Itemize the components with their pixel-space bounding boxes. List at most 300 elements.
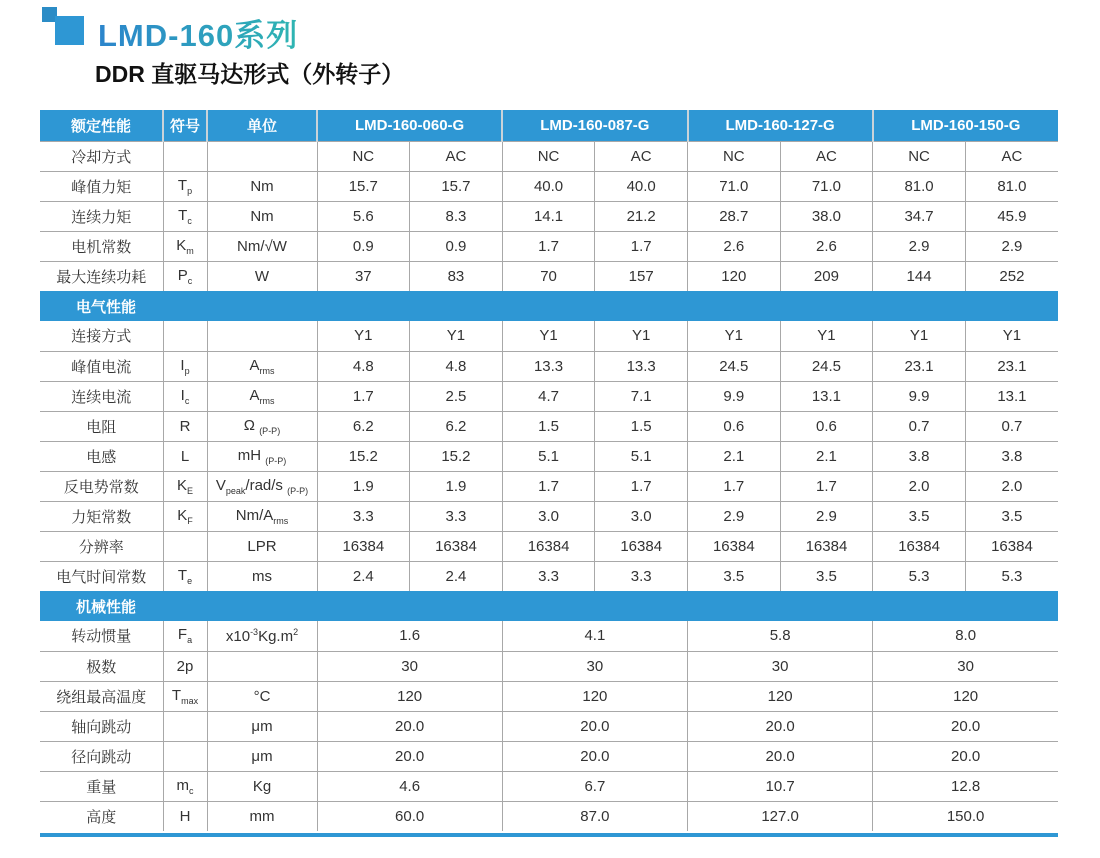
row-label: 极数 xyxy=(40,651,163,681)
row-label: 转动惯量 xyxy=(71,628,132,646)
text-segment: H xyxy=(179,807,191,825)
text-segment: c xyxy=(184,395,190,406)
brand-logo-icon xyxy=(42,7,84,47)
value-cell: 3.3 xyxy=(595,561,688,591)
value-cell: 70 xyxy=(502,261,595,291)
value-cell: NC xyxy=(873,141,966,171)
value-cell: 16384 xyxy=(595,531,688,561)
value-cell: 13.1 xyxy=(780,381,873,411)
table-row xyxy=(40,621,1058,651)
row-label: 电气时间常数 xyxy=(40,561,163,591)
value-cell: 3.3 xyxy=(317,501,410,531)
text-segment: rms xyxy=(273,515,289,526)
value-cell: 13.1 xyxy=(965,381,1058,411)
value-cell: 1.7 xyxy=(595,471,688,501)
value-cell: 20.0 xyxy=(873,741,1058,771)
text-segment: T xyxy=(171,686,182,704)
value-cell: 20.0 xyxy=(688,741,873,771)
value-cell: 1.5 xyxy=(595,411,688,441)
value-cell: 209 xyxy=(780,261,873,291)
value-cell: 157 xyxy=(595,261,688,291)
table-row xyxy=(40,651,1058,681)
header-property: 额定性能 xyxy=(40,110,163,141)
text-segment: (P-P) xyxy=(287,485,309,496)
text-segment: I xyxy=(180,386,185,404)
value-cell: 20.0 xyxy=(502,741,687,771)
value-cell: 3.0 xyxy=(595,501,688,531)
text-segment: (P-P) xyxy=(259,425,281,436)
value-cell: Y1 xyxy=(873,321,966,351)
value-cell: 1.9 xyxy=(410,471,503,501)
value-cell: 6.2 xyxy=(317,411,410,441)
value-cell: 6.2 xyxy=(410,411,503,441)
value-cell: 81.0 xyxy=(965,171,1058,201)
value-cell: Y1 xyxy=(502,321,595,351)
value-cell: 2.6 xyxy=(688,231,781,261)
value-cell: 20.0 xyxy=(873,711,1058,741)
value-cell: AC xyxy=(410,141,503,171)
text-segment: Kg.m xyxy=(258,627,294,645)
value-cell: 37 xyxy=(317,261,410,291)
value-cell: AC xyxy=(595,141,688,171)
text-segment: A xyxy=(249,356,260,374)
row-symbol xyxy=(163,321,207,351)
value-cell: 15.7 xyxy=(317,171,410,201)
value-cell: 120 xyxy=(317,681,502,711)
text-segment: mH xyxy=(237,446,266,464)
table-row xyxy=(40,351,1058,381)
section-title: 机械性能 xyxy=(40,591,1058,621)
header-row xyxy=(40,110,1058,141)
value-cell: 16384 xyxy=(410,531,503,561)
row-unit xyxy=(207,141,317,171)
text-segment: /rad/s xyxy=(245,476,288,494)
page-header xyxy=(0,0,1100,110)
value-cell: 2.9 xyxy=(965,231,1058,261)
value-cell: 150.0 xyxy=(873,801,1058,831)
value-cell: Y1 xyxy=(317,321,410,351)
header-symbol: 符号 xyxy=(163,110,207,141)
table-row xyxy=(40,741,1058,771)
page-title: LMD-160系列 xyxy=(98,10,298,55)
row-label: 冷却方式 xyxy=(40,141,163,171)
text-segment: 2 xyxy=(293,626,299,637)
value-cell: 0.9 xyxy=(410,231,503,261)
value-cell: 1.7 xyxy=(595,231,688,261)
text-segment: 2p xyxy=(176,657,194,675)
value-cell: NC xyxy=(502,141,595,171)
value-cell: 5.6 xyxy=(317,201,410,231)
logo-large-square xyxy=(55,16,84,45)
row-label: 力矩常数 xyxy=(40,501,163,531)
row-symbol xyxy=(163,801,207,831)
value-cell: 16384 xyxy=(965,531,1058,561)
value-cell: 8.0 xyxy=(873,621,1058,651)
row-symbol xyxy=(163,201,207,231)
table-row xyxy=(40,711,1058,741)
value-cell: 4.8 xyxy=(410,351,503,381)
header-model: LMD-160-060-G xyxy=(317,110,502,141)
spec-table xyxy=(40,110,1058,831)
row-label: 峰值电流 xyxy=(40,351,163,381)
value-cell: 83 xyxy=(410,261,503,291)
value-cell: 2.5 xyxy=(410,381,503,411)
value-cell: 4.6 xyxy=(317,771,502,801)
value-cell: 30 xyxy=(873,651,1058,681)
value-cell: 6.7 xyxy=(502,771,687,801)
value-cell: AC xyxy=(780,141,873,171)
text-segment: (P-P) xyxy=(265,455,287,466)
value-cell: Y1 xyxy=(965,321,1058,351)
value-cell: 120 xyxy=(688,681,873,711)
section-row xyxy=(40,591,1058,621)
value-cell: 3.8 xyxy=(873,441,966,471)
row-unit xyxy=(207,381,317,411)
value-cell: 2.9 xyxy=(780,501,873,531)
row-symbol xyxy=(163,561,207,591)
value-cell: 120 xyxy=(873,681,1058,711)
value-cell: 16384 xyxy=(873,531,966,561)
table-row xyxy=(40,231,1058,261)
row-unit xyxy=(207,321,317,351)
table-row xyxy=(40,681,1058,711)
text-segment: Nm/A xyxy=(235,506,274,524)
value-cell: 23.1 xyxy=(965,351,1058,381)
row-label: 连续力矩 xyxy=(40,201,163,231)
row-unit xyxy=(207,171,317,201)
row-symbol xyxy=(163,621,207,651)
text-segment: T xyxy=(177,176,188,194)
value-cell: 20.0 xyxy=(317,741,502,771)
table-row xyxy=(40,771,1058,801)
value-cell: 15.2 xyxy=(410,441,503,471)
value-cell: 87.0 xyxy=(502,801,687,831)
row-symbol xyxy=(163,771,207,801)
row-label: 径向跳动 xyxy=(40,741,163,771)
spec-table-header xyxy=(40,110,1058,141)
value-cell: 5.3 xyxy=(965,561,1058,591)
value-cell: 1.7 xyxy=(502,231,595,261)
value-cell: 1.9 xyxy=(317,471,410,501)
text-segment: c xyxy=(189,785,194,796)
value-cell: Y1 xyxy=(688,321,781,351)
text-segment: W xyxy=(254,267,270,285)
table-row xyxy=(40,141,1058,171)
value-cell: 127.0 xyxy=(688,801,873,831)
value-cell: 5.1 xyxy=(502,441,595,471)
text-segment: p xyxy=(187,185,193,196)
value-cell: 144 xyxy=(873,261,966,291)
text-segment: μm xyxy=(251,717,273,735)
row-label: 峰值力矩 xyxy=(40,171,163,201)
value-cell: 2.0 xyxy=(965,471,1058,501)
row-unit xyxy=(207,561,317,591)
value-cell: 13.3 xyxy=(595,351,688,381)
value-cell: 0.6 xyxy=(780,411,873,441)
value-cell: 1.6 xyxy=(317,621,502,651)
text-segment: max xyxy=(181,695,199,706)
value-cell: Y1 xyxy=(410,321,503,351)
row-label: 电阻 xyxy=(40,411,163,441)
value-cell: 2.6 xyxy=(780,231,873,261)
text-segment: μm xyxy=(251,747,273,765)
value-cell: 3.5 xyxy=(780,561,873,591)
row-label: 连接方式 xyxy=(71,328,132,346)
spec-table-body xyxy=(40,141,1058,831)
row-symbol xyxy=(163,441,207,471)
value-cell: 45.9 xyxy=(965,201,1058,231)
table-row xyxy=(40,501,1058,531)
row-symbol xyxy=(163,471,207,501)
row-label: 连续电流 xyxy=(40,381,163,411)
value-cell: 3.5 xyxy=(873,501,966,531)
value-cell: 21.2 xyxy=(595,201,688,231)
value-cell: 2.1 xyxy=(688,441,781,471)
row-unit xyxy=(207,351,317,381)
value-cell: 71.0 xyxy=(780,171,873,201)
row-unit xyxy=(207,411,317,441)
text-segment: K xyxy=(176,476,187,494)
text-segment: e xyxy=(187,575,193,586)
text-segment: mm xyxy=(249,807,275,825)
row-label: 重量 xyxy=(40,771,163,801)
value-cell: 3.3 xyxy=(410,501,503,531)
value-cell: 8.3 xyxy=(410,201,503,231)
text-segment: Nm/√W xyxy=(237,237,287,255)
bottom-accent-bar xyxy=(40,833,1058,837)
value-cell: NC xyxy=(688,141,781,171)
row-label: 高度 xyxy=(40,801,163,831)
text-segment: Ω xyxy=(243,416,260,434)
table-row xyxy=(40,171,1058,201)
value-cell: 38.0 xyxy=(780,201,873,231)
text-segment: R xyxy=(179,417,191,435)
value-cell: 16384 xyxy=(780,531,873,561)
value-cell: 15.7 xyxy=(410,171,503,201)
value-cell: 30 xyxy=(502,651,687,681)
row-symbol xyxy=(163,711,207,741)
value-cell: 1.7 xyxy=(317,381,410,411)
value-cell: 20.0 xyxy=(317,711,502,741)
value-cell: 2.9 xyxy=(688,501,781,531)
value-cell: 3.5 xyxy=(688,561,781,591)
table-row xyxy=(40,321,1058,351)
row-label: 绕组最高温度 xyxy=(40,681,163,711)
text-segment: Nm xyxy=(250,177,274,195)
value-cell: 20.0 xyxy=(502,711,687,741)
value-cell: 30 xyxy=(688,651,873,681)
row-label: 分辨率 xyxy=(40,531,163,561)
value-cell: 71.0 xyxy=(688,171,781,201)
text-segment: K xyxy=(176,236,187,254)
text-segment: F xyxy=(187,515,193,526)
value-cell: 16384 xyxy=(317,531,410,561)
row-unit xyxy=(207,651,317,681)
value-cell: 7.1 xyxy=(595,381,688,411)
text-segment: -3 xyxy=(250,626,259,637)
value-cell: 16384 xyxy=(688,531,781,561)
value-cell: 40.0 xyxy=(502,171,595,201)
value-cell: NC xyxy=(317,141,410,171)
value-cell: 24.5 xyxy=(688,351,781,381)
section-row xyxy=(40,291,1058,321)
value-cell: 2.9 xyxy=(873,231,966,261)
row-label: 反电势常数 xyxy=(40,471,163,501)
table-row xyxy=(40,531,1058,561)
value-cell: 4.8 xyxy=(317,351,410,381)
value-cell: 1.7 xyxy=(502,471,595,501)
row-symbol xyxy=(163,681,207,711)
row-unit xyxy=(207,801,317,831)
value-cell: 120 xyxy=(502,681,687,711)
value-cell: 13.3 xyxy=(502,351,595,381)
text-segment: rms xyxy=(259,365,275,376)
value-cell: 0.6 xyxy=(688,411,781,441)
text-segment: p xyxy=(184,365,190,376)
row-unit xyxy=(207,771,317,801)
value-cell: 0.7 xyxy=(873,411,966,441)
value-cell: 15.2 xyxy=(317,441,410,471)
value-cell: 5.8 xyxy=(688,621,873,651)
row-symbol xyxy=(163,501,207,531)
text-segment: I xyxy=(180,356,185,374)
header-unit: 单位 xyxy=(207,110,317,141)
row-symbol xyxy=(163,171,207,201)
value-cell: 1.7 xyxy=(780,471,873,501)
text-segment: Nm xyxy=(250,207,274,225)
row-unit xyxy=(207,741,317,771)
text-segment: x10 xyxy=(225,627,251,645)
row-unit xyxy=(207,501,317,531)
row-symbol xyxy=(163,141,207,171)
value-cell: 28.7 xyxy=(688,201,781,231)
text-segment: c xyxy=(187,275,193,286)
value-cell: 4.7 xyxy=(502,381,595,411)
text-segment: E xyxy=(187,485,194,496)
text-segment: rms xyxy=(259,395,275,406)
value-cell: 24.5 xyxy=(780,351,873,381)
page-subtitle: DDR 直驱马达形式（外转子） xyxy=(95,61,405,87)
value-cell: 34.7 xyxy=(873,201,966,231)
value-cell: 2.1 xyxy=(780,441,873,471)
row-unit xyxy=(207,261,317,291)
value-cell: 23.1 xyxy=(873,351,966,381)
text-segment: °C xyxy=(253,687,271,705)
header-model: LMD-160-150-G xyxy=(873,110,1058,141)
value-cell: 5.1 xyxy=(595,441,688,471)
text-segment: c xyxy=(187,215,192,226)
text-segment: LPR xyxy=(247,537,277,555)
text-segment: K xyxy=(177,506,188,524)
row-unit xyxy=(207,201,317,231)
value-cell: 12.8 xyxy=(873,771,1058,801)
text-segment: T xyxy=(177,566,188,584)
row-symbol xyxy=(163,261,207,291)
table-row xyxy=(40,471,1058,501)
value-cell: 2.4 xyxy=(410,561,503,591)
value-cell: 10.7 xyxy=(688,771,873,801)
row-label: 轴向跳动 xyxy=(40,711,163,741)
value-cell: 40.0 xyxy=(595,171,688,201)
value-cell: Y1 xyxy=(780,321,873,351)
row-unit xyxy=(207,621,317,651)
row-unit xyxy=(207,231,317,261)
text-segment: Kg xyxy=(252,777,272,795)
value-cell: 3.8 xyxy=(965,441,1058,471)
value-cell: 3.0 xyxy=(502,501,595,531)
text-segment: L xyxy=(180,447,190,465)
row-label: 电机常数 xyxy=(40,231,163,261)
row-symbol xyxy=(163,351,207,381)
row-symbol xyxy=(163,531,207,561)
row-unit xyxy=(207,711,317,741)
header-model: LMD-160-127-G xyxy=(688,110,873,141)
text-segment: m xyxy=(176,776,189,794)
value-cell: 2.4 xyxy=(317,561,410,591)
value-cell: 20.0 xyxy=(688,711,873,741)
row-symbol xyxy=(163,741,207,771)
text-segment: peak xyxy=(225,485,246,496)
row-symbol xyxy=(163,381,207,411)
value-cell: 81.0 xyxy=(873,171,966,201)
row-label: 电感 xyxy=(40,441,163,471)
row-symbol xyxy=(163,231,207,261)
value-cell: AC xyxy=(965,141,1058,171)
row-unit xyxy=(207,441,317,471)
value-cell: 3.5 xyxy=(965,501,1058,531)
table-row xyxy=(40,441,1058,471)
text-segment: T xyxy=(178,206,188,224)
value-cell: 16384 xyxy=(502,531,595,561)
text-segment: P xyxy=(177,266,188,284)
table-row xyxy=(40,801,1058,831)
row-unit xyxy=(207,531,317,561)
value-cell: 252 xyxy=(965,261,1058,291)
row-unit xyxy=(207,681,317,711)
row-symbol xyxy=(163,411,207,441)
table-row xyxy=(40,261,1058,291)
value-cell: 5.3 xyxy=(873,561,966,591)
header-model: LMD-160-087-G xyxy=(502,110,687,141)
value-cell: 60.0 xyxy=(317,801,502,831)
value-cell: 9.9 xyxy=(873,381,966,411)
row-unit xyxy=(207,471,317,501)
table-row xyxy=(40,561,1058,591)
text-segment: V xyxy=(215,476,226,494)
value-cell: 4.1 xyxy=(502,621,687,651)
row-symbol xyxy=(163,651,207,681)
section-title: 电气性能 xyxy=(40,291,1058,321)
value-cell: Y1 xyxy=(595,321,688,351)
value-cell: 30 xyxy=(317,651,502,681)
value-cell: 120 xyxy=(688,261,781,291)
value-cell: 2.0 xyxy=(873,471,966,501)
table-row xyxy=(40,201,1058,231)
text-segment: A xyxy=(249,386,260,404)
value-cell: 1.7 xyxy=(688,471,781,501)
text-segment: ms xyxy=(252,567,272,585)
text-segment: m xyxy=(186,245,194,256)
text-segment: F xyxy=(177,626,188,644)
text-segment: a xyxy=(187,635,193,646)
value-cell: 0.9 xyxy=(317,231,410,261)
value-cell: 1.5 xyxy=(502,411,595,441)
value-cell: 9.9 xyxy=(688,381,781,411)
value-cell: 0.7 xyxy=(965,411,1058,441)
row-label: 最大连续功耗 xyxy=(40,261,163,291)
value-cell: 14.1 xyxy=(502,201,595,231)
table-row xyxy=(40,381,1058,411)
